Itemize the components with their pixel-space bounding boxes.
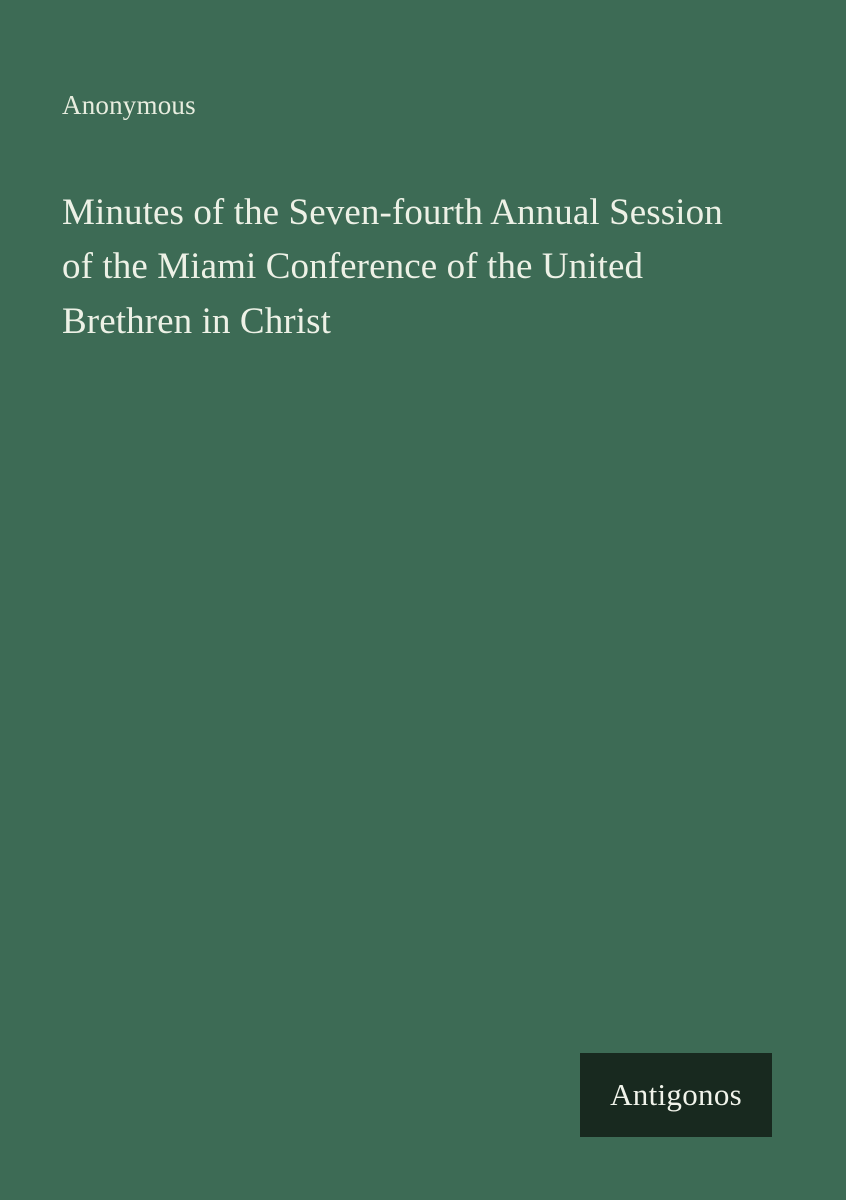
- page-title: Minutes of the Seven-fourth Annual Session of the Miami Conference of the United Brethren in Christ: [62, 192, 723, 342]
- author-name: Anonymous: [62, 90, 196, 120]
- publisher-badge: Antigonos: [580, 1053, 772, 1137]
- cover-content: [62, 0, 784, 1200]
